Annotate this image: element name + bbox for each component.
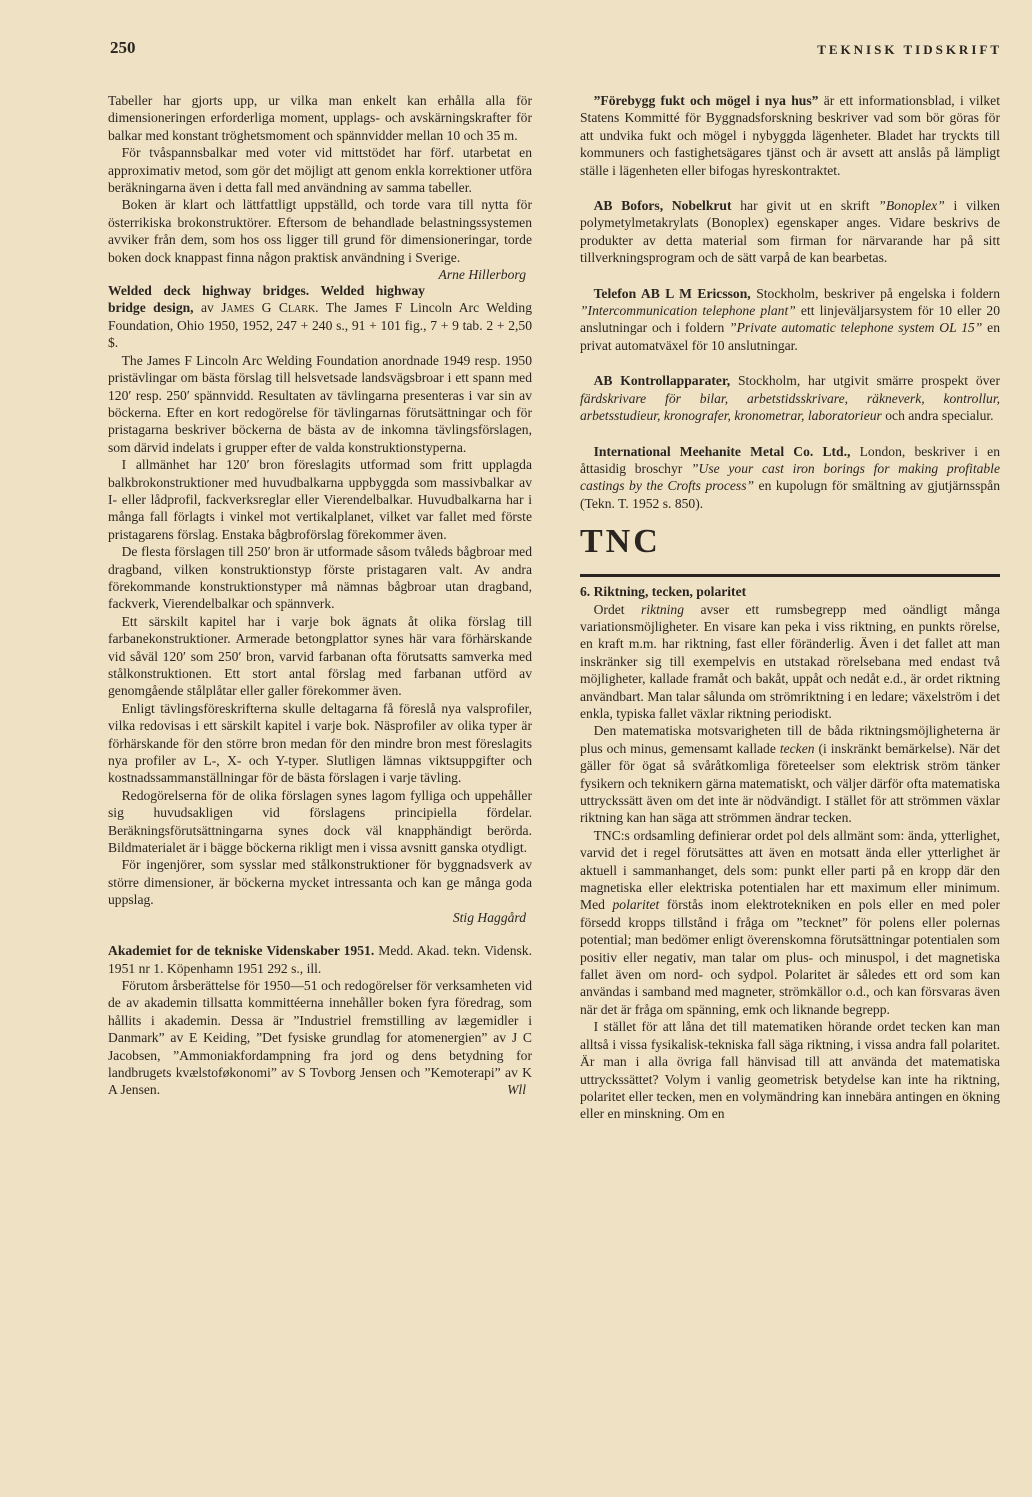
review-akademiet xyxy=(108,942,532,1099)
review-hillerborg xyxy=(108,92,532,283)
bibliography: Medd. Akad. tekn. Vidensk. 1951 nr 1. Köpenhamn 1951 292 s., ill. xyxy=(108,943,532,976)
bibliography: . The James F Lincoln Arc Welding Foundation, Ohio 1950, 1952, 247 + 240 s., 91 + 101 fig., 7 + 9 tab. 2 + 2,50 $. xyxy=(108,300,532,351)
notice-title: Telefon AB L M Ericsson, xyxy=(593,285,751,301)
paragraph: Redogörelserna för de olika förslagen synes lagom fylliga och uppehåller sig huvudsakligen vid förslagens principiella fördelar. Beräkningsförutsättningarna synes dock väl knapphändigt berörda. Bildmaterialet är i bägge böckerna rikligt men i vissa avsnitt ganska otydligt. xyxy=(108,787,532,856)
paragraph: International Meehanite Metal Co. Ltd., London, beskriver i en åttasidig broschyr ”Use your cast iron borings for making profitable castings by the Crofts process” en kupolugn för smältning av gjutjärnsspån (Tekn. T. 1952 s. 850). xyxy=(580,443,1000,511)
signature: Wll xyxy=(507,1082,526,1098)
journal-title: TEKNISK TIDSKRIFT xyxy=(817,42,1002,57)
paragraph: Ett särskilt kapitel har i varje bok ägnats åt olika förslag till farbanekonstruktioner. Armerade betongplattor synes här vara förhärskande vid såväl 120′ som 250′ bron, varvid farbanan ofta förutsatts samverka med stålkonstruktionen. Ett stort antal förslag med farbanan utförd av genomgående stålplåtar eller galler förekommer även. xyxy=(108,613,532,699)
tnc-heading: TNC xyxy=(580,523,661,561)
paragraph: AB Bofors, Nobelkrut har givit ut en skrift ”Bonoplex” i vilken polymetylmetakrylats (Bonoplex) egenskaper anges. Vidare beskrivs de produkter av detta material som firman for närvarande har på sitt tillverkningsprogram och de sätt varpå de kan bearbetas. xyxy=(580,198,1000,266)
paragraph: Telefon AB L M Ericsson, Stockholm, beskriver på engelska i foldern ”Intercommunication telephone plant” ett linjeväljarsystem för 10 eller 20 anslutningar och i foldern ”Private automatic telephone system OL 15” en privat automatväxel för 10 anslutningar. xyxy=(580,285,1001,353)
signature: Stig Haggård xyxy=(452,909,526,925)
review-title: Akademiet for de tekniske Videnskaber 1951. xyxy=(108,943,375,959)
notice-meehanite xyxy=(580,443,1000,513)
right-column xyxy=(580,92,1000,1123)
paragraph: Tabeller har gjorts upp, ur vilka man enkelt kan erhålla alla för dimensioneringen erforderliga moment, upplags- och avskärningskrafter för balkar med konstant tröghetsmoment och spännvidder mellan 10 och 35 m. xyxy=(108,93,532,143)
notice-title: International Meehanite Metal Co. Ltd., xyxy=(593,443,851,459)
section-rule xyxy=(580,574,1000,577)
signature: Arne Hillerborg xyxy=(438,267,526,283)
notice-fukt xyxy=(580,92,1000,179)
section-heading: 6. Riktning, tecken, polaritet xyxy=(580,584,747,600)
paragraph: I stället för att låna det till matematiken hörande ordet tecken kan man alltså i vissa fysikalisk-tekniska fall säga riktning, i vissa andra fall polaritet. Är man i alla övriga fall hänvisad till att använda det matematiska uttryckssättet? Volym i vanlig geometrisk betydelse kan inte ha riktning, polaritet eller tecken, men en volymändring kan innebära antingen en ökning eller en minskning. Om en xyxy=(580,1019,1000,1122)
notice-kontrollapparater xyxy=(580,372,1000,424)
paragraph: För ingenjörer, som sysslar med stålkonstruktioner för byggnadsverk av större dimensioner, är böckerna mycket intressanta och kan ge många goda uppslag. xyxy=(108,857,532,908)
notice-bofors xyxy=(580,197,1000,267)
review-welded-bridges xyxy=(108,282,532,926)
notice-title: AB Bofors, Nobelkrut xyxy=(593,198,732,214)
paragraph: The James F Lincoln Arc Welding Foundation anordnade 1949 resp. 1950 pristävlingar om bästa förslag till helsvetsade landsvägsbroar i ett spann med 120′ resp. 250′ spännvidd. Resultaten av tävlingarna presenteras i var sin av böckerna. Efter en kort redogörelse för tävlingarnas förutsättningar och för pristagarna beskriver böckerna de bästa av de inkomna tävlingsförslagen, som därvid indelats i grupper efter de valda konstruktionstyperna. xyxy=(108,352,532,455)
paragraph: ”Förebygg fukt och mögel i nya hus” är ett informationsblad, i vilket Statens Kommitté för Byggnadsforskning beskriver vad som bör göras för att undvika fukt och mögel i nybyggda lägenheter. Bladet har tryckts till kommuners och fastighetsägares tjänst och är avsett att anslås på lämpligt ställe i lägenheten eller bifogas hyreskontraktet. xyxy=(580,93,1000,178)
paragraph: AB Kontrollapparater, Stockholm, har utgivit smärre prospekt över färdskrivare för bilar, arbetstidsskrivare, räkneverk, kontrollur, arbetsstudieur, kronografer, kronometrar, laboratorieur och andra specialur. xyxy=(580,373,1000,424)
page-number: 250 xyxy=(110,38,136,57)
review-heading: Welded deck highway bridges. Welded highway bridge design, av James G Clark. The James F Lincoln Arc Welding Foundation, Ohio 1950, 1952, 247 + 240 s., 91 + 101 fig., 7 + 9 tab. 2 + 2,50 $. xyxy=(108,283,532,351)
review-heading xyxy=(108,942,532,977)
paragraph: TNC:s ordsamling definierar ordet pol dels allmänt som: ända, ytterlighet, varvid det i regel förutsättes att även en motsatt ända eller ytterlighet är aktuell i sammanhanget, dels som: punkt eller parti på en kropp där den magnetiska eller elektriska potentialen har ett maximum eller minimum. Med polaritet förstås inom elektrotekniken en pols eller en med poler försedd kropps tillstånd i fråga om ”tecknet” för polens eller polernas potential; man bedömer enligt överenskomna förutsättningar potentialen som positiv eller negativ, man talar om plus- och minuspol, i det magnetiska fallet även om nord- och sydpol. Polaritet är således ett ord som kan användas i samband med magneter, strömkällor o.d., och kan försvaras även när det är fråga om spänning, emk och liknande begrepp. xyxy=(580,827,1000,1017)
paragraph: Ordet riktning avser ett rumsbegrepp med oändligt många variationsmöjligheter. En visare kan peka i viss riktning, en punkts rörelse, en kraft m.m. har riktning, fast eller föränderlig. Även i det fallet att man inskränker sig till exempelvis en utstakad rörelsebana med endast två möjligheter, kallade framåt och bakåt, uppåt och nedåt e.d., är ordet riktning användbart. Man talar sålunda om strömriktning i en ledare; växelström i det enkla, typiska fallet växlar riktning periodiskt. xyxy=(580,601,1000,721)
paragraph: De flesta förslagen till 250′ bron är utformade såsom tvåleds bågbroar med dragband, vilken konstruktionstyp förste pristagaren valt. Av andra förekommande konstruktionstyper må nämnas bågbroar utan dragband, fackverk, Vierendelbalkar och spännverk. xyxy=(108,544,532,612)
paragraph: Den matematiska motsvarigheten till de båda riktningsmöjligheterna är plus och minus, gemensamt kallade tecken (i inskränkt bemärkelse). När det gäller för ögat så svåråtkomliga företeelser som elektrisk ström tänker fysikern och teknikern gärna matematiskt, och väljer därför ofta matematiska uttryckssätt även om det inte är nödvändigt. I stället för att strömmen växlar riktning kan han säga att strömmen ändrar tecken. xyxy=(580,723,1000,826)
tnc-section xyxy=(580,583,1000,1123)
notice-ericsson xyxy=(580,285,1000,355)
page-header xyxy=(0,38,1032,66)
paragraph: I allmänhet har 120′ bron föreslagits utformad som fritt upplagda balkbrokonstruktioner med huvudbalkarna uppbyggda som massivbalkar av I- eller lådprofil, fackverksreglar eller Vierendelbalkar. Huvudbalkarna har i många fall förlagts i vinkel mot vertikalplanet, vilket var fallet med förste pristagarens förslag. Enstaka bågbroförslag förekommer även. xyxy=(108,457,532,542)
review-author: James G Clark xyxy=(221,300,316,316)
paragraph: Boken är klart och lättfattligt uppställd, och torde vara till nytta för österrikiska brokonstruktörer. Eftersom de behandlade belastningssystemen avviker från dem, som hos oss ligger till grund för dimensioneringar, torde boken dock knappast finna någon praktisk användning i Sverige. Arne Hillerborg xyxy=(108,197,532,283)
paragraph: Enligt tävlingsföreskrifterna skulle deltagarna få föreslå nya valsprofiler, vilka redovisas i ett särskilt kapitel i varje bok. Näsprofiler av olika typer är förhärskande för den större bron medan för den mindre bron mest föreslagits nya profiler av L-, X- och Y-typer. Slutligen lämnas viktsuppgifter och kostnadssammanställningar för de bästa förslagen i varje tävling. xyxy=(108,700,532,786)
paragraph: För tvåspannsbalkar med voter vid mittstödet har förf. utarbetat en approximativ metod, som gör det möjligt att genom enkla korrektioner utföra beräkningarna även i detta fall med användning av samma tabeller. xyxy=(108,145,532,196)
notice-title: AB Kontrollapparater, xyxy=(593,373,731,389)
review-title: Welded deck highway bridges. Welded highway bridge design, xyxy=(108,283,425,316)
notice-title: ”Förebygg fukt och mögel i nya hus” xyxy=(593,93,819,108)
paragraph: Förutom årsberättelse för 1950—51 och redogörelser för verksamheten vid de av akademin tillsatta kommittéerna innehåller boken fyra föredrag, som hållits i akademin. Dessa är ”Industriel fremstilling av lægemidler i Danmark” av E Keiding, ”Det fysiske grundlag for atomenergien” av J C Jacobsen, ”Ammoniakfordampning fra jord og dens betydning for landbrugets kvælstoføkonomi” av S Tovborg Jensen och ”Kemoterapi” av K A Jensen. Wll xyxy=(108,977,532,1098)
left-column xyxy=(108,92,532,1099)
